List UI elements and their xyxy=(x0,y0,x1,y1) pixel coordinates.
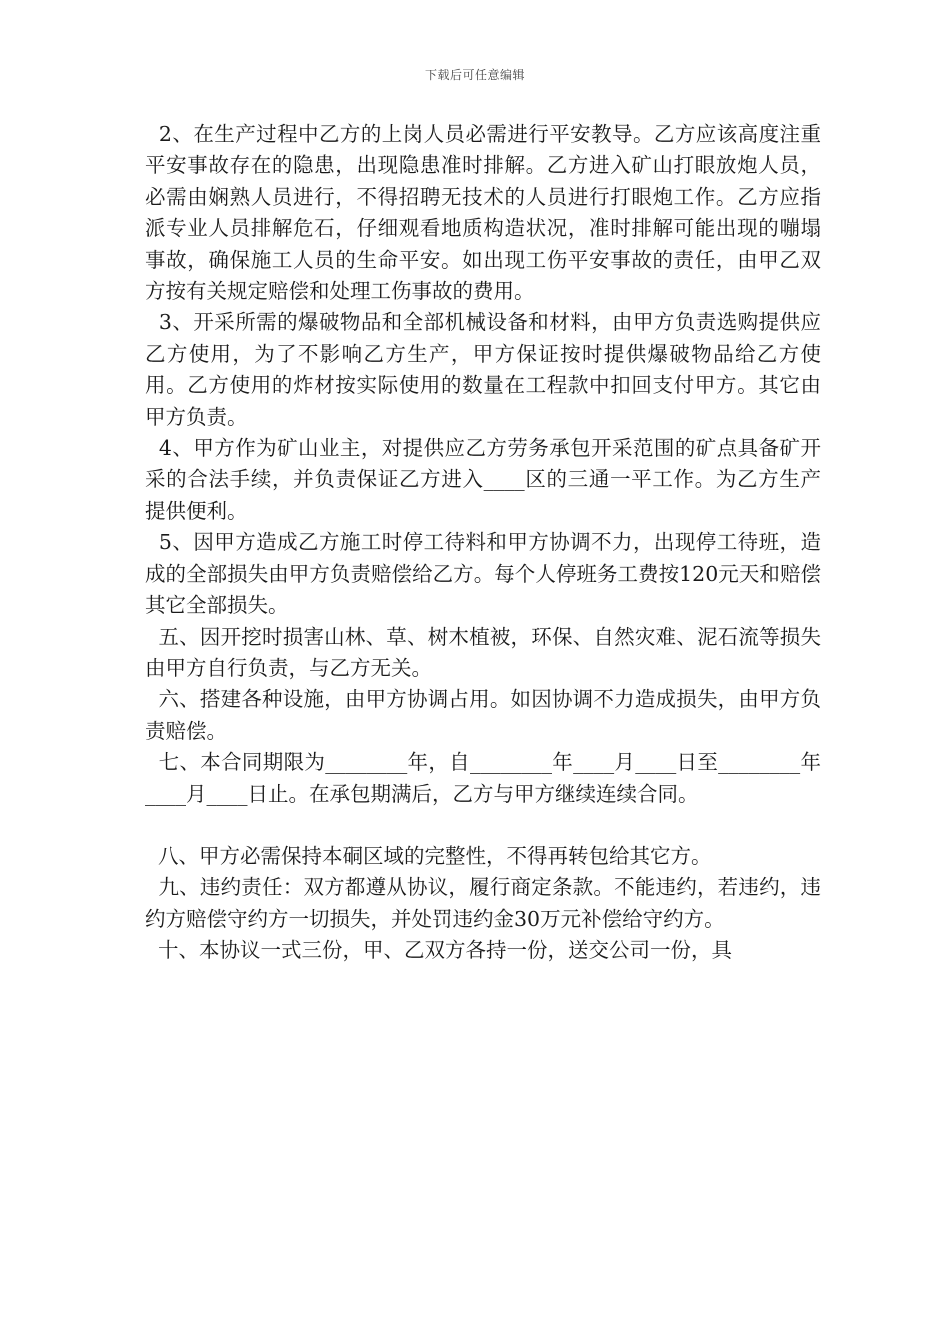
section-9: 九、违约责任：双方都遵从协议，履行商定条款。不能违约，若违约，违约方赔偿守约方一切损失，并处罚违约金30万元补偿给守约方。 xyxy=(145,875,821,931)
section-5: 五、因开挖时损害山林、草、树木植被，环保、自然灾难、泥石流等损失由甲方自行负责，与乙方无关。 xyxy=(145,624,821,680)
section-6: 六、搭建各种设施，由甲方协调占用。如因协调不力造成损失，由甲方负责赔偿。 xyxy=(145,687,821,743)
page-header: 下载后可任意编辑 xyxy=(424,68,525,82)
section-8: 八、甲方必需保持本硐区域的完整性，不得再转包给其它方。 xyxy=(145,843,712,868)
clause-4: 4、甲方作为矿山业主，对提供应乙方劳务承包开采范围的矿点具备矿开采的合法手续，并负责保证乙方进入____区的三通一平工作。为乙方生产提供便利。 xyxy=(145,436,821,523)
clause-2: 2、在生产过程中乙方的上岗人员必需进行平安教导。乙方应该高度注重平安事故存在的隐患，出现隐患准时排解。乙方进入矿山打眼放炮人员，必需由娴熟人员进行，不得招聘无技术的人员进行打眼炮工作。乙方应指派专业人员排解危石，仔细观看地质构造状况，准时排解可能出现的嘣塌事故，确保施工人员的生命平安。如出现工伤平安事故的责任，由甲乙双方按有关规定赔偿和处理工伤事故的费用。 xyxy=(145,122,821,304)
clause-5: 5、因甲方造成乙方施工时停工待料和甲方协调不力，出现停工待班，造成的全部损失由甲方负责赔偿给乙方。每个人停班务工费按120元天和赔偿其它全部损失。 xyxy=(145,530,821,618)
document-body xyxy=(145,119,821,967)
section-10: 十、本协议一式三份，甲、乙双方各持一份，送交公司一份，具 xyxy=(145,938,733,963)
clause-3: 3、开采所需的爆破物品和全部机械设备和材料，由甲方负责选购提供应乙方使用，为了不影响乙方生产，甲方保证按时提供爆破物品给乙方使用。乙方使用的炸材按实际使用的数量在工程款中扣回支付甲方。其它由甲方负责。 xyxy=(145,310,821,429)
section-7: 七、本合同期限为________年，自________年____月____日至________年____月____日止。在承包期满后，乙方与甲方继续连续合同。 xyxy=(145,750,821,806)
